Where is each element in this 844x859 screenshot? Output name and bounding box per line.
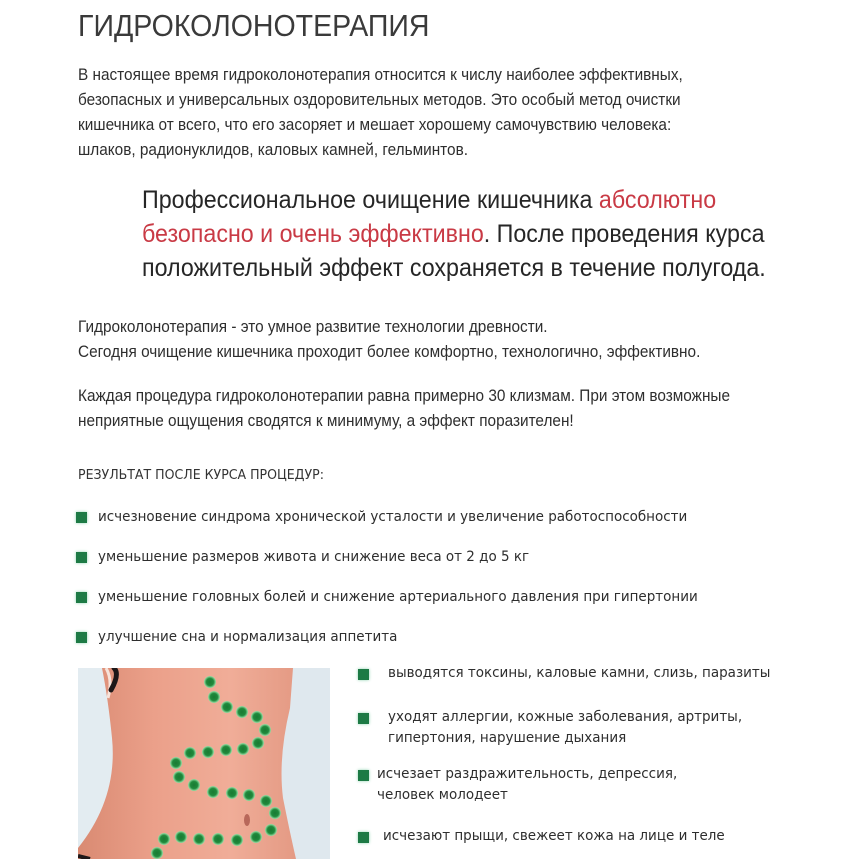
highlight-line-3: положительный эффект сохраняется в течение полугода. bbox=[142, 254, 766, 282]
results-list bbox=[76, 506, 743, 666]
square-bullet-icon bbox=[76, 512, 87, 523]
list-item: уменьшение головных болей и снижение артериального давления при гипертонии bbox=[76, 586, 743, 626]
results-heading: РЕЗУЛЬТАТ ПОСЛЕ КУРСА ПРОЦЕДУР: bbox=[78, 467, 324, 483]
intro-line: В настоящее время гидроколонотерапия относится к числу наиболее эффективных, bbox=[78, 66, 683, 84]
tech-line: Сегодня очищение кишечника проходит более комфортно, технологично, эффективно. bbox=[78, 343, 701, 361]
highlight-line-1 bbox=[142, 183, 793, 217]
square-bullet-icon bbox=[76, 632, 87, 643]
square-bullet-icon bbox=[358, 713, 369, 724]
procedure-paragraph bbox=[78, 384, 785, 434]
highlight-red-text: безопасно и очень эффективно bbox=[142, 220, 484, 248]
list-item: улучшение сна и нормализация аппетита bbox=[76, 626, 743, 666]
technology-paragraph bbox=[78, 315, 785, 365]
list-item: выводятся токсины, каловые камни, слизь, паразиты bbox=[358, 663, 799, 684]
square-bullet-icon bbox=[358, 832, 369, 843]
tech-line: Гидроколонотерапия - это умное развитие технологии древности. bbox=[78, 318, 548, 336]
abdomen-illustration bbox=[78, 668, 330, 859]
highlight-text: . После проведения курса bbox=[483, 220, 765, 248]
list-item: исчезает раздражительность, депрессия, человек молодеет bbox=[358, 764, 700, 806]
square-bullet-icon bbox=[76, 592, 87, 603]
abdomen-photo-icon bbox=[78, 668, 330, 859]
highlight-line-2 bbox=[142, 217, 793, 251]
intro-line: кишечника от всего, что его засоряет и мешает хорошему самочувствию человека: bbox=[78, 116, 672, 134]
intro-paragraph bbox=[78, 63, 785, 163]
intro-line: шлаков, радионуклидов, каловых камней, гельминтов. bbox=[78, 141, 468, 159]
highlight-statement bbox=[142, 183, 793, 285]
list-item: исчезновение синдрома хронической усталости и увеличение работоспособности bbox=[76, 506, 743, 546]
list-item: уменьшение размеров живота и снижение веса от 2 до 5 кг bbox=[76, 546, 743, 586]
square-bullet-icon bbox=[358, 669, 369, 680]
list-item: уходят аллергии, кожные заболевания, артриты, гипертония, нарушение дыхания bbox=[358, 707, 769, 749]
intro-line: безопасных и универсальных оздоровительных методов. Это особый метод очистки bbox=[78, 91, 681, 109]
page-title: ГИДРОКОЛОНОТЕРАПИЯ bbox=[78, 8, 430, 43]
procedure-line: Каждая процедура гидроколонотерапии равна примерно 30 клизмам. При этом возможные bbox=[78, 387, 730, 405]
square-bullet-icon bbox=[358, 770, 369, 781]
square-bullet-icon bbox=[76, 552, 87, 563]
procedure-line: неприятные ощущения сводятся к минимуму, а эффект поразителен! bbox=[78, 412, 574, 430]
highlight-text: Профессиональное очищение кишечника bbox=[142, 186, 599, 214]
highlight-red-text: абсолютно bbox=[598, 186, 717, 214]
list-item: исчезают прыщи, свежеет кожа на лице и теле bbox=[358, 826, 750, 847]
